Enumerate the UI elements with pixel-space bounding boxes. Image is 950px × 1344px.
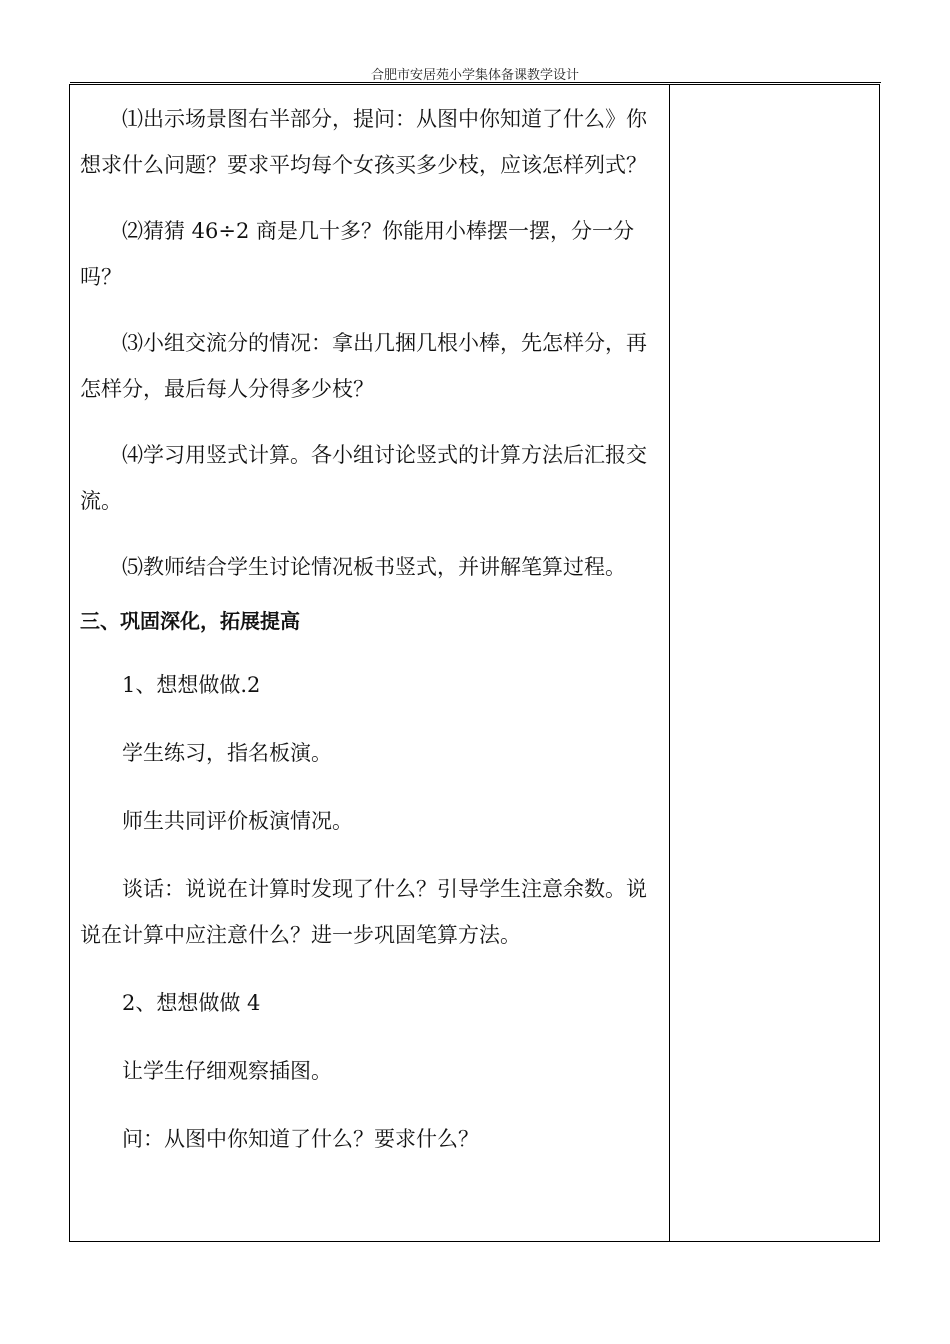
exercise-item-3: 师生共同评价板演情况。 <box>122 809 353 833</box>
exercise-item-7: 问：从图中你知道了什么？要求什么？ <box>122 1127 479 1151</box>
page-header: 合肥市安居苑小学集体备课教学设计 <box>370 68 579 83</box>
step-paragraph-1: ⑴出示场景图右半部分，提问：从图中你知道了什么》你想求什么问题？要求平均每个女孩买多少枝，应该怎样列式？ <box>80 107 647 177</box>
exercise-item-2: 学生练习，指名板演。 <box>122 741 332 765</box>
lesson-content <box>80 96 664 1184</box>
exercise-item-4: 谈话：说说在计算时发现了什么？引导学生注意余数。说说在计算中应注意什么？进一步巩固笔算方法。 <box>80 877 647 947</box>
step-paragraph-3: ⑶小组交流分的情况：拿出几捆几根小棒，先怎样分，再怎样分，最后每人分得多少枝？ <box>80 331 647 401</box>
table-column-divider <box>669 84 670 1242</box>
step-paragraph-5: ⑸教师结合学生讨论情况板书竖式，并讲解笔算过程。 <box>122 555 626 579</box>
exercise-item-5: 2、想想做做 4 <box>122 991 261 1015</box>
section-heading: 三、巩固深化，拓展提高 <box>80 609 300 633</box>
exercise-item-1: 1、想想做做.2 <box>122 673 261 697</box>
header-rule <box>70 82 881 83</box>
exercise-item-6: 让学生仔细观察插图。 <box>122 1059 332 1083</box>
step-paragraph-2: ⑵猜猜 46÷2 商是几十多？你能用小棒摆一摆，分一分吗？ <box>80 219 635 289</box>
step-paragraph-4: ⑷学习用竖式计算。各小组讨论竖式的计算方法后汇报交流。 <box>80 443 647 513</box>
